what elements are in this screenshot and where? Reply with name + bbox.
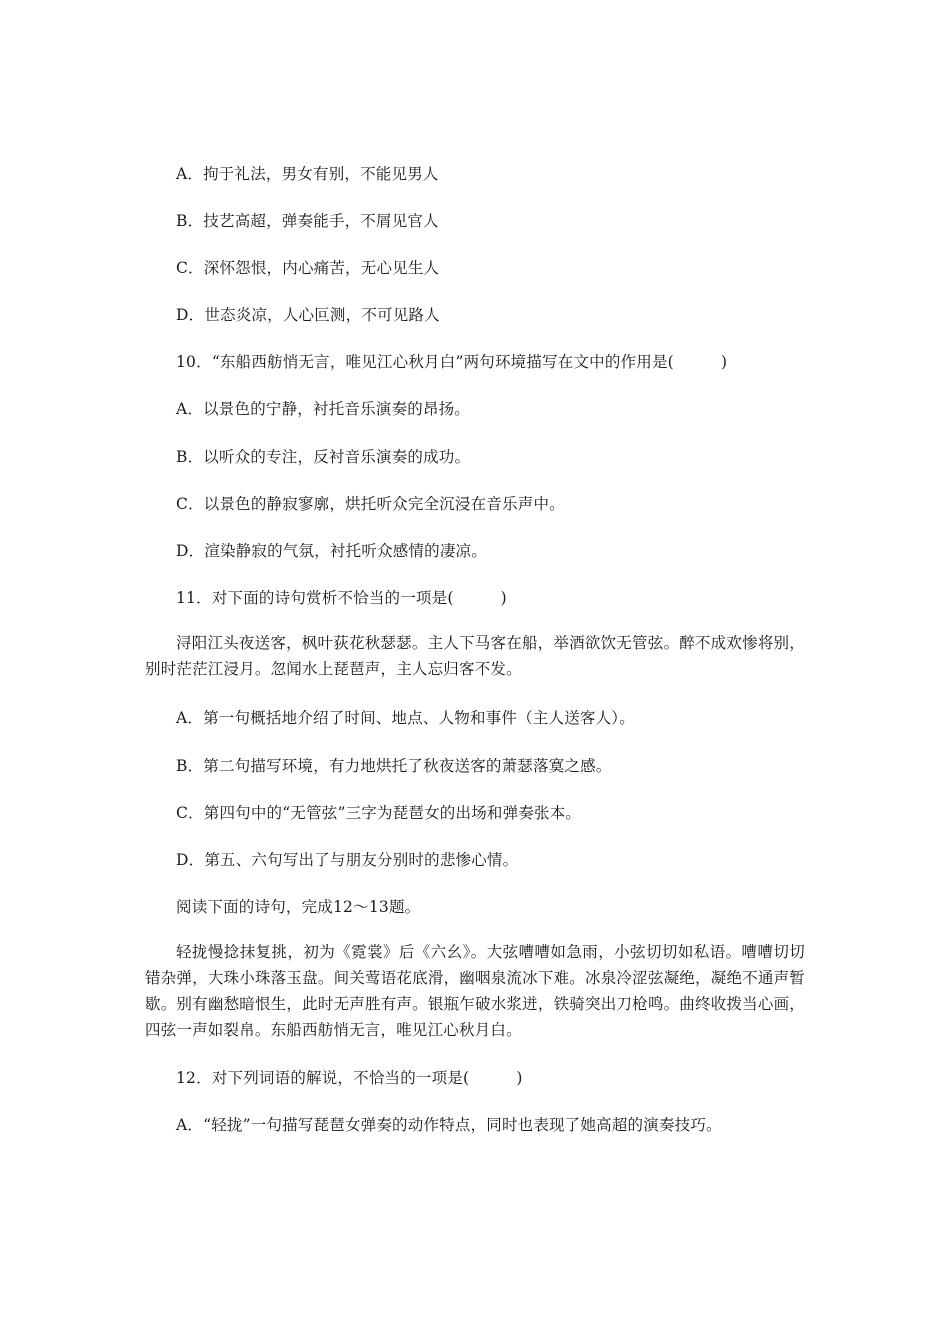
q9-option-b: B．技艺高超，弹奏能手，不屑见官人	[176, 212, 439, 230]
q11-option-a: A．第一句概括地介绍了时间、地点、人物和事件（主人送客人）。	[176, 709, 635, 727]
poem-excerpt-2: 轻拢慢捻抹复挑，初为《霓裳》后《六幺》。大弦嘈嘈如急雨，小弦切切如私语。嘈嘈切切错杂弹，大珠小珠落玉盘。间关莺语花底滑，幽咽泉流冰下难。冰泉冷涩弦凝绝，凝绝不通声暂歇。别有幽愁暗恨生，此时无声胜有声。银瓶乍破水浆迸，铁骑突出刀枪鸣。曲终收拨当心画，四弦一声如裂帛。东船西舫悄无言，唯见江心秋月白。	[145, 943, 805, 1039]
q10-option-a: A．以景色的宁静，衬托音乐演奏的昂扬。	[176, 400, 470, 418]
question-11: 11．对下面的诗句赏析不恰当的一项是( )	[176, 589, 507, 607]
poem-excerpt-1: 浔阳江头夜送客，枫叶荻花秋瑟瑟。主人下马客在船，举酒欲饮无管弦。醉不成欢惨将别，别时茫茫江浸月。忽闻水上琵琶声，主人忘归客不发。	[145, 634, 805, 678]
question-12: 12．对下列词语的解说，不恰当的一项是( )	[176, 1069, 523, 1087]
q9-option-c: C．深怀怨恨，内心痛苦，无心见生人	[176, 259, 440, 277]
q11-option-b: B．第二句描写环境，有力地烘托了秋夜送客的萧瑟落寞之感。	[176, 757, 612, 775]
question-10: 10．“东船西舫悄无言，唯见江心秋月白”两句环境描写在文中的作用是( )	[176, 353, 728, 371]
q12-option-a: A．“轻拢”一句描写琵琶女弹奏的动作特点，同时也表现了她高超的演奏技巧。	[176, 1116, 722, 1134]
q9-option-a: A．拘于礼法，男女有别，不能见男人	[176, 165, 439, 183]
q10-option-b: B．以听众的专注，反衬音乐演奏的成功。	[176, 448, 471, 466]
q10-option-d: D．渲染静寂的气氛，衬托听众感情的凄凉。	[176, 542, 487, 560]
q10-option-c: C．以景色的静寂寥廓，烘托听众完全沉浸在音乐声中。	[176, 495, 565, 513]
q11-option-d: D．第五、六句写出了与朋友分别时的悲惨心情。	[176, 851, 519, 869]
reading-instruction: 阅读下面的诗句，完成12～13题。	[176, 898, 421, 916]
q9-option-d: D．世态炎凉，人心叵测，不可见路人	[176, 306, 440, 324]
q11-option-c: C．第四句中的“无管弦”三字为琵琶女的出场和弹奏张本。	[176, 804, 582, 822]
